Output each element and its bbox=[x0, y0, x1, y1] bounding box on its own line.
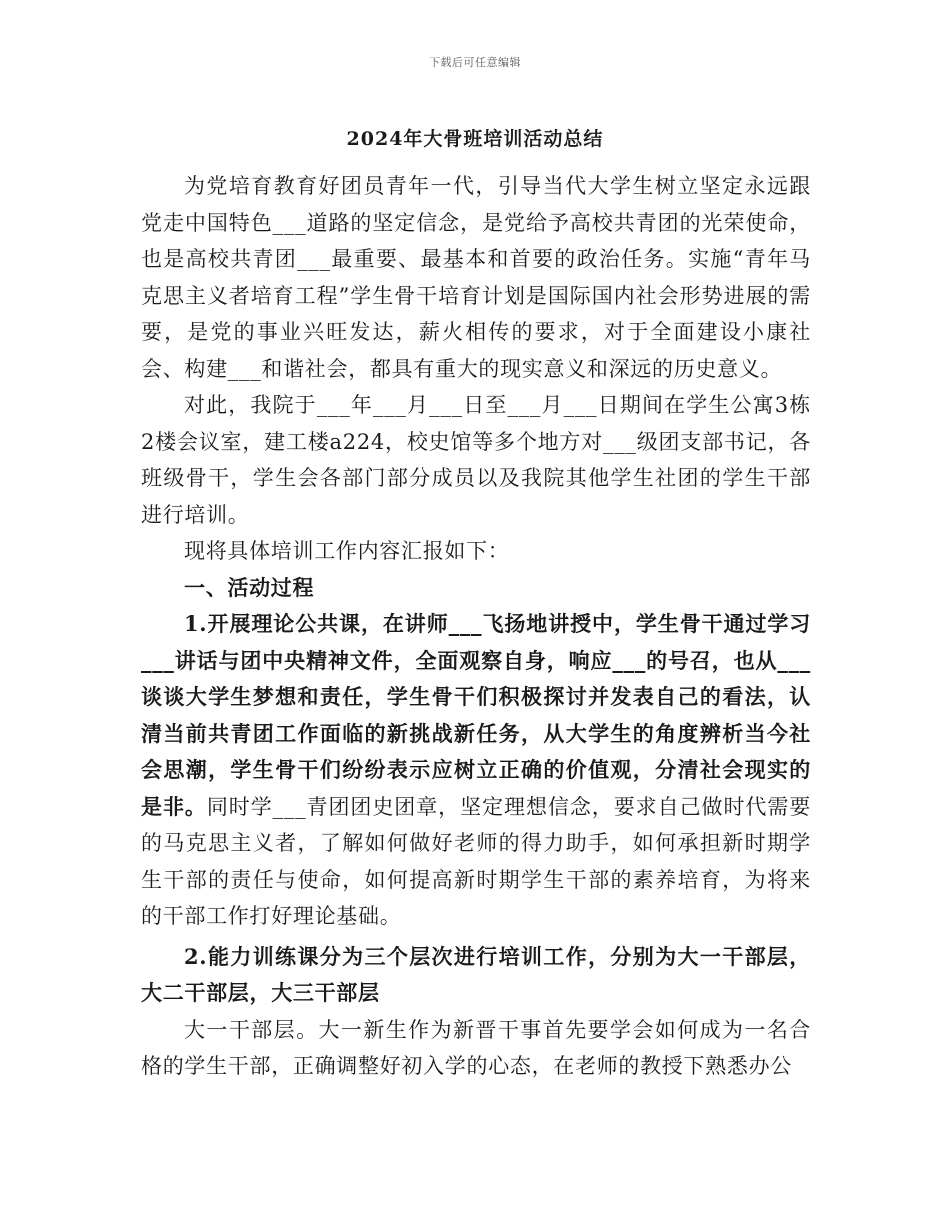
theory-course-text: 同时学___青团团史团章，坚定理想信念，要求自己做时代需要的马克思主义者，了解如何做好老师的得力助手，如何承担新时期学生干部的责任与使命，如何提高新时期学生干部的素养培育，为将来的干部工作打好理论基础。 bbox=[141, 794, 811, 928]
theory-course-bold-text: 1.开展理论公共课，在讲师___飞扬地讲授中，学生骨干通过学习___讲话与团中央精神文件，全面观察自身，响应___的号召，也从___谈谈大学生梦想和责任，学生骨干们积极探讨并发表自己的看法，认清当前共青团工作面临的新挑战新任务，从大学生的角度辨析当今社会思潮，学生骨干们纷纷表示应树立正确的价值观，分清社会现实的是非。 bbox=[141, 611, 811, 819]
paragraph-theory-course bbox=[141, 606, 811, 935]
paragraph-ability-training: 2.能力训练课分为三个层次进行培训工作，分别为大一干部层，大二干部层，大三干部层 bbox=[141, 943, 811, 1005]
section-heading-activity-process: 一、活动过程 bbox=[184, 574, 315, 600]
document-title: 2024年大骨班培训活动总结 bbox=[346, 128, 604, 150]
paragraph-training-overview: 对此，我院于___年___月___日至___月___日期间在学生公寓3栋2楼会议室，建工楼a224，校史馆等多个地方对___级团支部书记，各班级骨干，学生会各部门部分成员以及我院其他学生社团的学生干部进行培训。 bbox=[141, 393, 811, 527]
paragraph-freshman-cadres: 大一干部层。大一新生作为新晋干事首先要学会如何成为一名合格的学生干部，正确调整好初入学的心态，在老师的教授下熟悉办公 bbox=[141, 1017, 811, 1078]
document-body bbox=[141, 168, 811, 1085]
paragraph-report-lead: 现将具体培训工作内容汇报如下： bbox=[184, 539, 510, 563]
paragraph-intro: 为党培育教育好团员青年一代，引导当代大学生树立坚定永远跟党走中国特色___道路的坚定信念，是党给予高校共青团的光荣使命，也是高校共青团___最重要、最基本和首要的政治任务。实施“青年马克思主义者培育工程”学生骨干培育计划是国际国内社会形势进展的需要，是党的事业兴旺发达，薪火相传的要求，对于全面建设小康社会、构建___和谐社会，都具有重大的现实意义和深远的历史意义。 bbox=[141, 174, 811, 381]
page-header: 下载后可任意编辑 bbox=[429, 56, 521, 69]
